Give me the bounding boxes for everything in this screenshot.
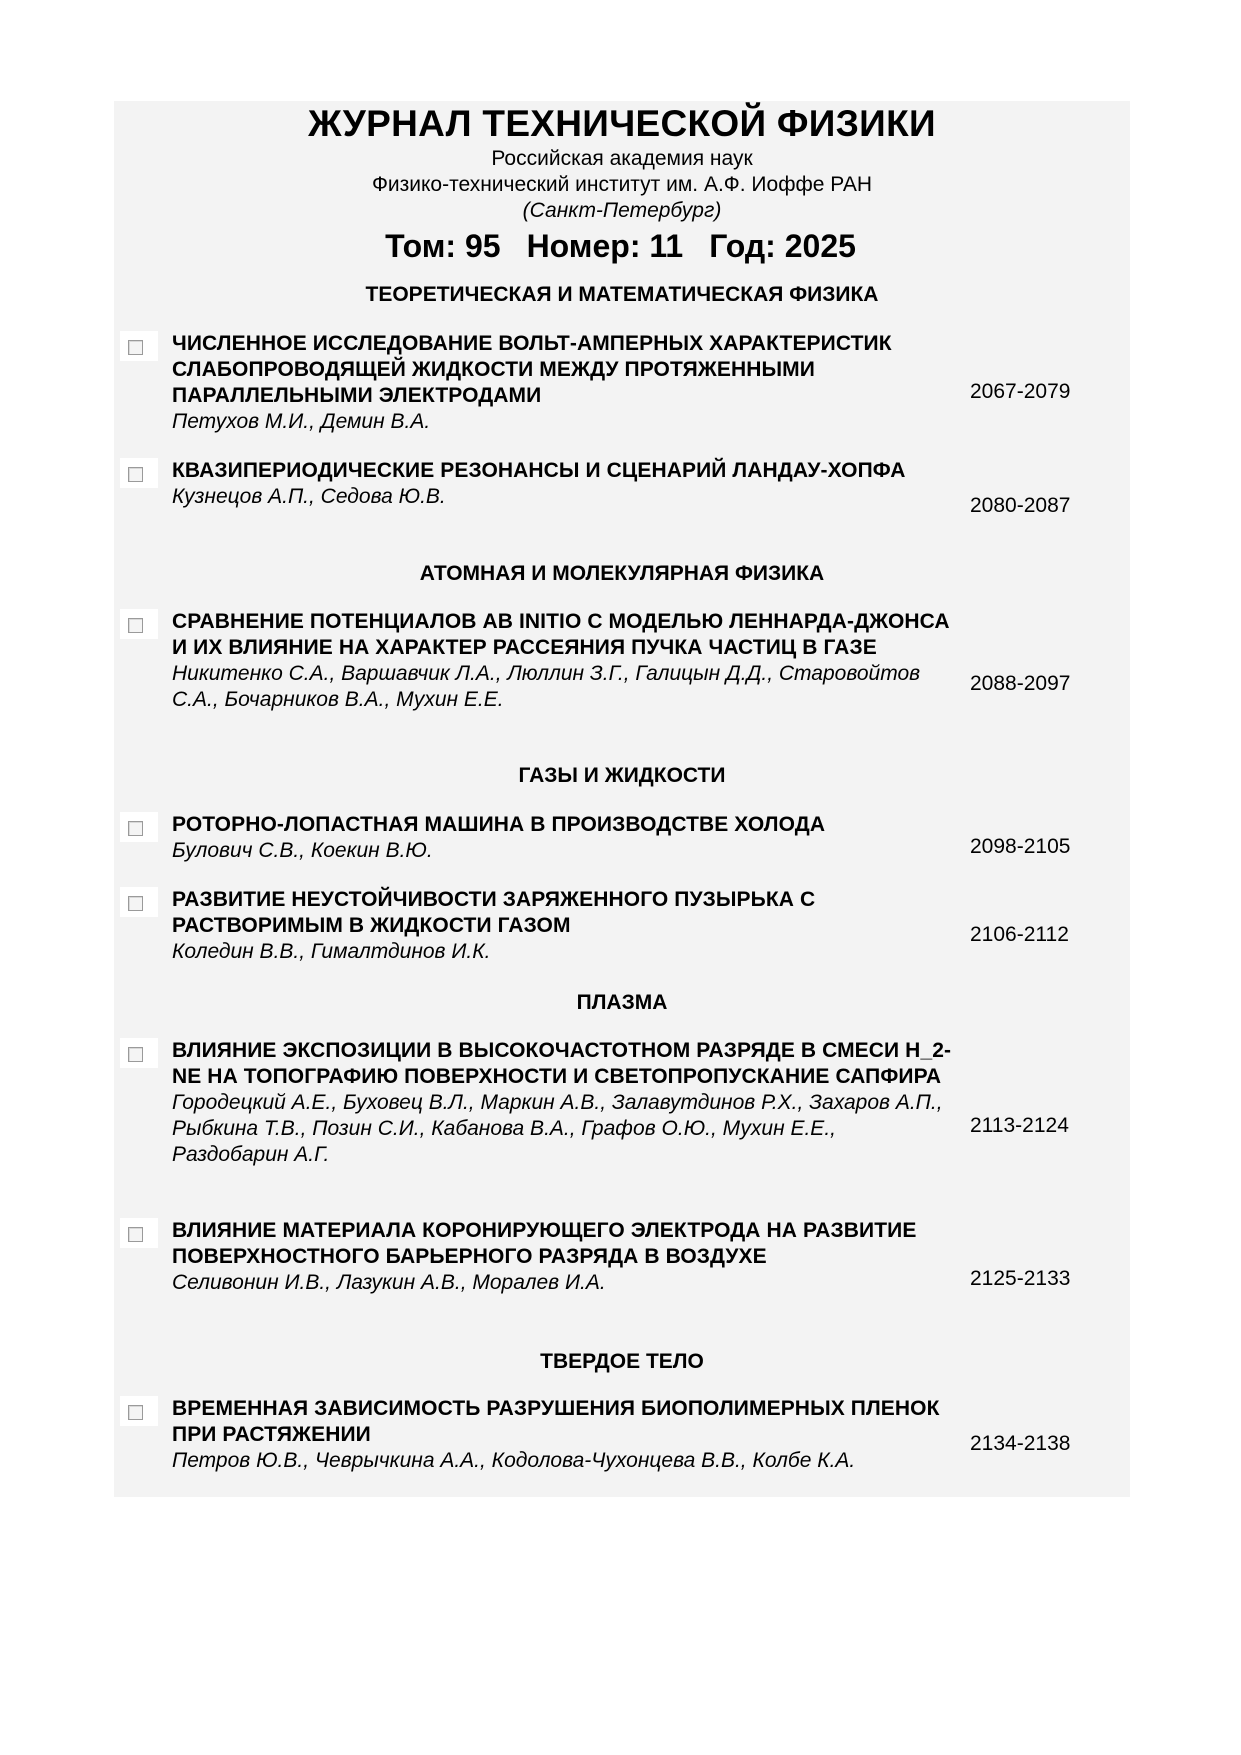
section-heading: АТОМНАЯ И МОЛЕКУЛЯРНАЯ ФИЗИКА	[419, 562, 825, 585]
article-text	[172, 1396, 952, 1474]
article-authors: Никитенко С.А., Варшавчик Л.А., Люллин З.Г., Галицын Д.Д., Старовойтов С.А., Бочарников В.А., Мухин Е.Е.	[172, 662, 921, 711]
checkbox-icon	[128, 821, 143, 836]
article-select-checkbox[interactable]	[120, 1038, 158, 1068]
checkbox-icon	[128, 467, 143, 482]
checkbox-icon	[128, 618, 143, 633]
article-text	[172, 1218, 952, 1296]
article-pages: 2134-2138	[970, 1432, 1071, 1455]
article-text	[172, 331, 952, 435]
article-title[interactable]: ЧИСЛЕННОЕ ИССЛЕДОВАНИЕ ВОЛЬТ-АМПЕРНЫХ ХАРАКТЕРИСТИК СЛАБОПРОВОДЯЩЕЙ ЖИДКОСТИ МЕЖДУ ПРОТЯЖЕННЫМИ ПАРАЛЛЕЛЬНЫМИ ЭЛЕКТРОДАМИ	[172, 332, 892, 407]
article-select-checkbox[interactable]	[120, 1218, 158, 1248]
article-pages: 2080-2087	[970, 494, 1071, 517]
journal-header	[114, 101, 1130, 225]
article-authors: Селивонин И.В., Лазукин А.В., Моралев И.А.	[172, 1271, 606, 1294]
article-select-checkbox[interactable]	[120, 458, 158, 488]
article-authors: Коледин В.В., Гималтдинов И.К.	[172, 940, 491, 963]
article-authors: Петров Ю.В., Чеврычкина А.А., Кодолова-Чухонцева В.В., Колбе К.А.	[172, 1449, 856, 1472]
article-title[interactable]: КВАЗИПЕРИОДИЧЕСКИЕ РЕЗОНАНСЫ И СЦЕНАРИЙ ЛАНДАУ-ХОПФА	[172, 459, 906, 482]
issue-number: Номер: 11	[526, 228, 684, 264]
article-authors: Булович С.В., Коекин В.Ю.	[172, 839, 433, 862]
section-heading: ТВЕРДОЕ ТЕЛО	[540, 1350, 704, 1373]
issue-info	[0, 224, 1241, 268]
article-text	[172, 609, 952, 713]
article-authors: Городецкий А.Е., Буховец В.Л., Маркин А.В., Залавутдинов Р.Х., Захаров А.П., Рыбкина Т.В., Позин С.И., Кабанова В.А., Графов О.Ю., Мухин Е.Е., Раздобарин А.Г.	[172, 1091, 943, 1166]
article-select-checkbox[interactable]	[120, 609, 158, 639]
article-text	[172, 887, 952, 965]
article-authors: Кузнецов А.П., Седова Ю.В.	[172, 485, 446, 508]
article-title[interactable]: ВРЕМЕННАЯ ЗАВИСИМОСТЬ РАЗРУШЕНИЯ БИОПОЛИМЕРНЫХ ПЛЕНОК ПРИ РАСТЯЖЕНИИ	[172, 1397, 940, 1446]
article-title[interactable]: ВЛИЯНИЕ МАТЕРИАЛА КОРОНИРУЮЩЕГО ЭЛЕКТРОДА НА РАЗВИТИЕ ПОВЕРХНОСТНОГО БАРЬЕРНОГО РАЗРЯДА В ВОЗДУХЕ	[172, 1219, 917, 1268]
article-title[interactable]: ВЛИЯНИЕ ЭКСПОЗИЦИИ В ВЫСОКОЧАСТОТНОМ РАЗРЯДЕ В СМЕСИ H_2-NE НА ТОПОГРАФИЮ ПОВЕРХНОСТИ И СВЕТОПРОПУСКАНИЕ САПФИРА	[172, 1039, 952, 1088]
article-select-checkbox[interactable]	[120, 331, 158, 361]
checkbox-icon	[128, 1405, 143, 1420]
academy-name: Российская академия наук	[491, 147, 753, 170]
article-text	[172, 812, 952, 864]
article-pages: 2067-2079	[970, 380, 1071, 403]
checkbox-icon	[128, 1047, 143, 1062]
issue-volume: Том: 95	[385, 228, 501, 264]
article-select-checkbox[interactable]	[120, 1396, 158, 1426]
article-title[interactable]: РАЗВИТИЕ НЕУСТОЙЧИВОСТИ ЗАРЯЖЕННОГО ПУЗЫРЬКА С РАСТВОРИМЫМ В ЖИДКОСТИ ГАЗОМ	[172, 888, 816, 937]
article-text	[172, 1038, 952, 1168]
journal-title: ЖУРНАЛ ТЕХНИЧЕСКОЙ ФИЗИКИ	[308, 103, 936, 144]
article-text	[172, 458, 952, 510]
section-heading: ПЛАЗМА	[576, 991, 668, 1014]
checkbox-icon	[128, 340, 143, 355]
article-select-checkbox[interactable]	[120, 812, 158, 842]
section-heading: ТЕОРЕТИЧЕСКАЯ И МАТЕМАТИЧЕСКАЯ ФИЗИКА	[365, 283, 879, 306]
institute-name: Физико-технический институт им. А.Ф. Иоффе РАН	[371, 173, 873, 196]
section-heading: ГАЗЫ И ЖИДКОСТИ	[518, 764, 726, 787]
checkbox-icon	[128, 896, 143, 911]
article-authors: Петухов М.И., Демин В.А.	[172, 410, 431, 433]
article-pages: 2088-2097	[970, 672, 1071, 695]
checkbox-icon	[128, 1227, 143, 1242]
article-title[interactable]: СРАВНЕНИЕ ПОТЕНЦИАЛОВ AB INITIO С МОДЕЛЬЮ ЛЕННАРДА-ДЖОНСА И ИХ ВЛИЯНИЕ НА ХАРАКТЕР РАССЕЯНИЯ ПУЧКА ЧАСТИЦ В ГАЗЕ	[172, 610, 950, 659]
issue-year: Год: 2025	[709, 228, 856, 264]
article-select-checkbox[interactable]	[120, 887, 158, 917]
article-pages: 2125-2133	[970, 1267, 1071, 1290]
article-title[interactable]: РОТОРНО-ЛОПАСТНАЯ МАШИНА В ПРОИЗВОДСТВЕ ХОЛОДА	[172, 813, 826, 836]
article-pages: 2106-2112	[970, 923, 1069, 946]
article-pages: 2113-2124	[970, 1114, 1069, 1137]
article-pages: 2098-2105	[970, 835, 1071, 858]
city-name: (Санкт-Петербург)	[522, 199, 722, 222]
